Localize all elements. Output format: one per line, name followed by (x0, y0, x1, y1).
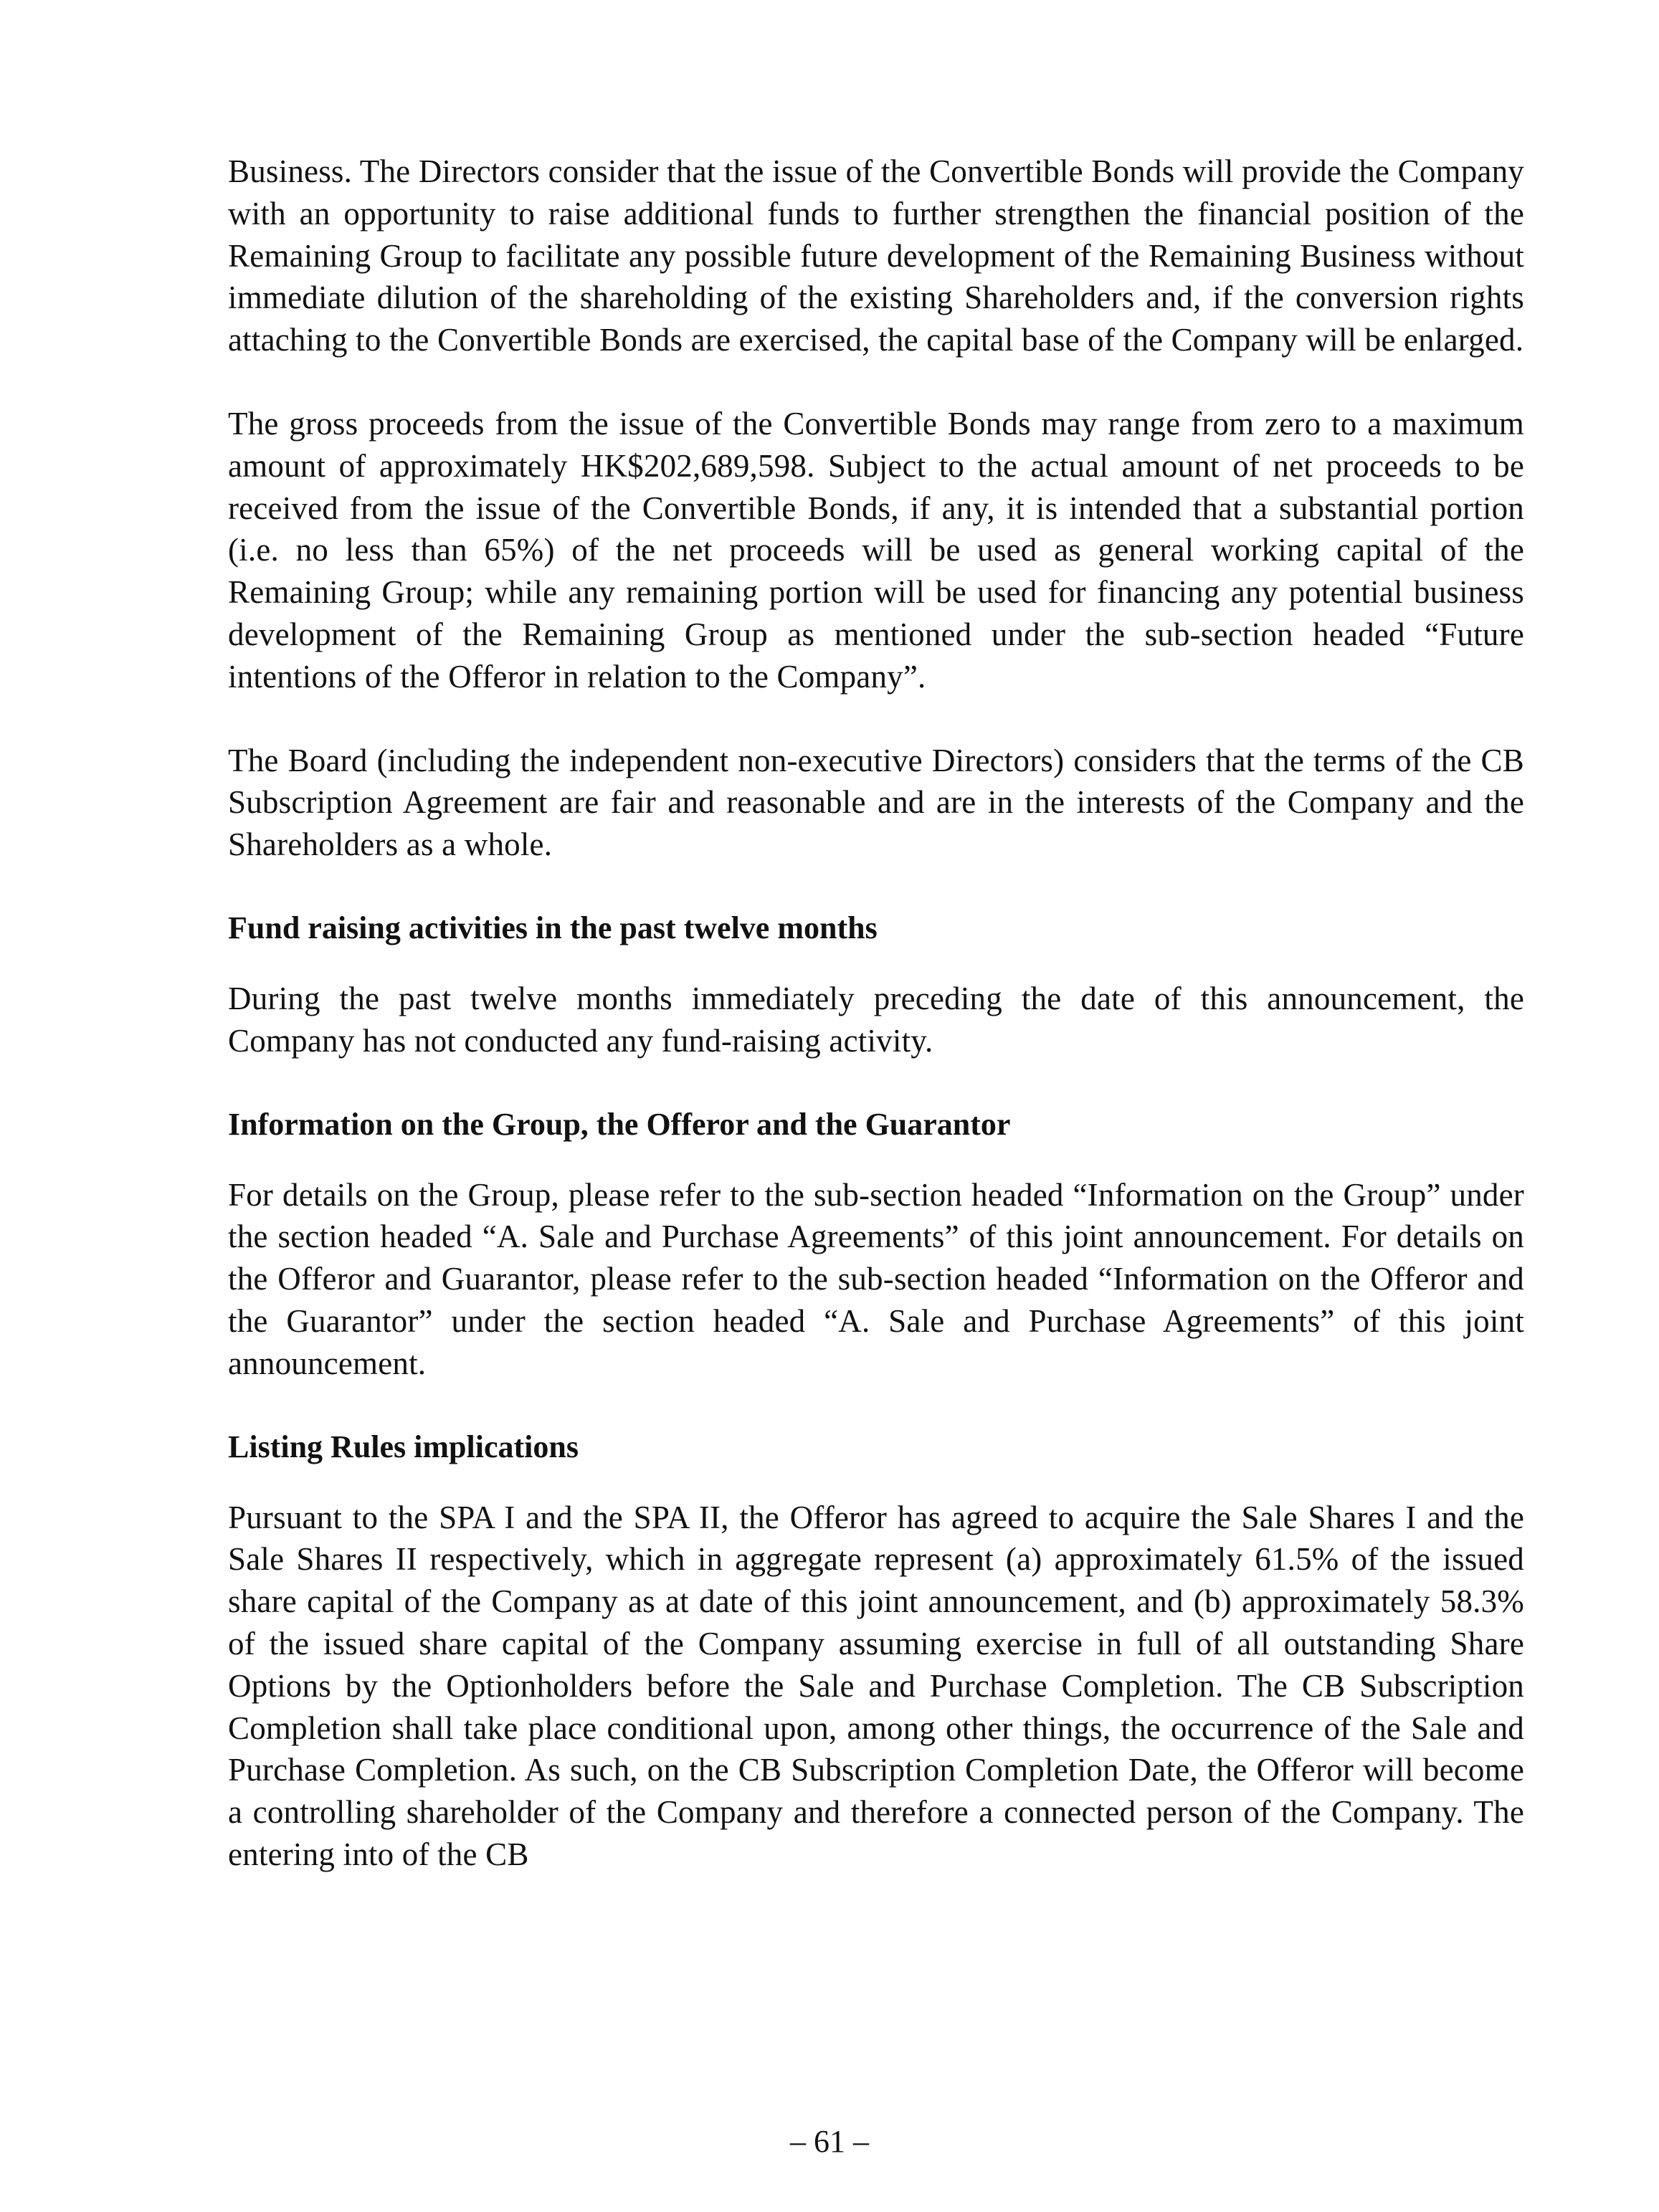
paragraph-gross-proceeds: The gross proceeds from the issue of the Convertible Bonds may range from zero to a maximum amount of approximately HK$202,689,598. Subject to the actual amount of net proceeds to be received from the issue of the Convertible Bonds, if any, it is intended that a substantial portion (i.e. no less than 65%) of the net proceeds will be used as general working capital of the Remaining Group; while any remaining portion will be used for financing any potential business development of the Remaining Group as mentioned under the sub-section headed “Future intentions of the Offeror in relation to the Company”. (228, 405, 1524, 695)
document-page (228, 151, 1524, 1876)
paragraph-information-group: For details on the Group, please refer to the sub-section headed “Information on the Group” under the section headed “A. Sale and Purchase Agreements” of this joint announcement. For details on the Offeror and Guarantor, please refer to the sub-section headed “Information on the Offeror and the Guarantor” under the section headed “A. Sale and Purchase Agreements” of this joint announcement. (228, 1176, 1524, 1381)
page-number: – 61 – (790, 2124, 869, 2159)
paragraph-fund-raising: During the past twelve months immediately preceding the date of this announcement, the Company has not conducted any fund-raising activity. (228, 980, 1524, 1059)
paragraph-convertible-bonds-reasons: Business. The Directors consider that the issue of the Convertible Bonds will provide the Company with an opportunity to raise additional funds to further strengthen the financial position of the Remaining Group to facilitate any possible future development of the Remaining Business without immediate dilution of the shareholding of the existing Shareholders and, if the conversion rights attaching to the Convertible Bonds are exercised, the capital base of the Company will be enlarged. (228, 153, 1524, 358)
paragraph-board-opinion: The Board (including the independent non-executive Directors) considers that the terms of the CB Subscription Agreement are fair and reasonable and are in the interests of the Company and the Shareholders as a whole. (228, 742, 1524, 863)
paragraph-listing-rules: Pursuant to the SPA I and the SPA II, the Offeror has agreed to acquire the Sale Shares I and the Sale Shares II respectively, which in aggregate represent (a) approximately 61.5% of the issued share capital of the Company as at date of this joint announcement, and (b) approximately 58.3% of the issued share capital of the Company assuming exercise in full of all outstanding Share Options by the Optionholders before the Sale and Purchase Completion. The CB Subscription Completion shall take place conditional upon, among other things, the occurrence of the Sale and Purchase Completion. As such, on the CB Subscription Completion Date, the Offeror will become a controlling shareholder of the Company and therefore a connected person of the Company. The entering into of the CB (228, 1499, 1524, 1872)
heading-fund-raising: Fund raising activities in the past twelve months (228, 910, 878, 945)
heading-listing-rules: Listing Rules implications (228, 1429, 579, 1464)
heading-information-group: Information on the Group, the Offeror and the Guarantor (228, 1106, 1011, 1142)
